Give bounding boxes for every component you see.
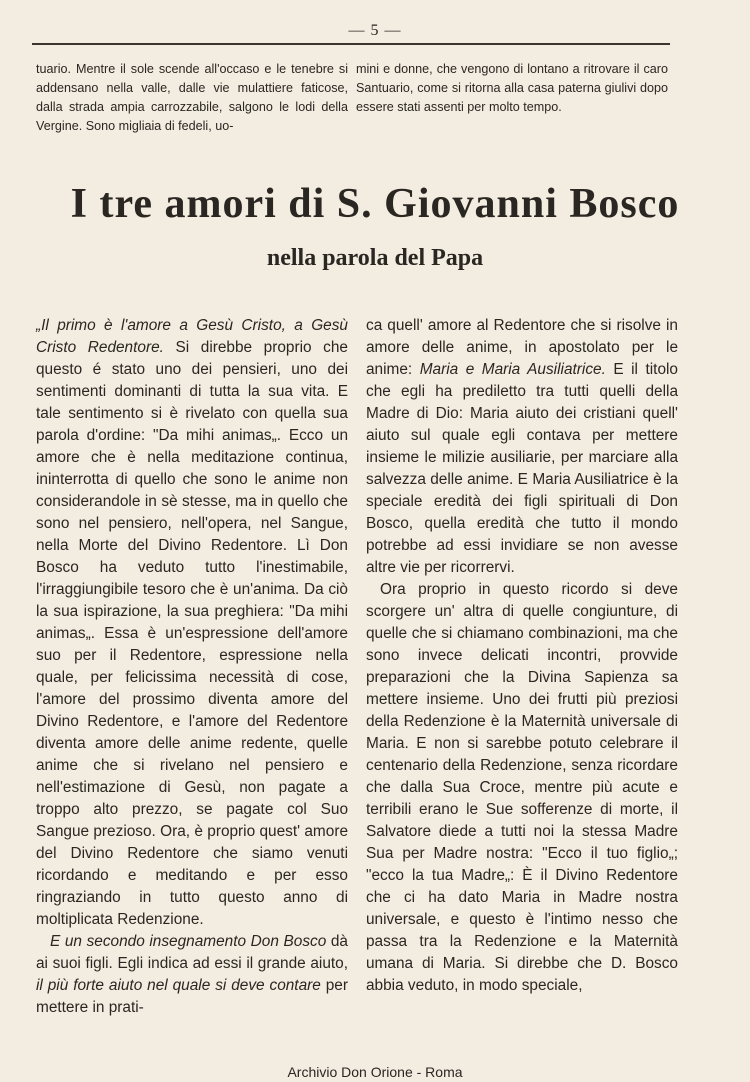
body-text: ca quell' amore al Redentore che si risolve in amore delle anime, in apostolato per le anime: (366, 317, 678, 378)
intro-left-column: tuario. Mentre il sole scende all'occaso e le tenebre si addensano nella valle, dalle vie mulattiere faticose, dalla strada ampia carrozzabile, salgono le lodi della Vergine. Sono migliaia di fedeli, uo- (36, 62, 348, 133)
archive-footer: Archivio Don Orione - Roma (287, 1064, 463, 1080)
article-body (36, 315, 678, 1019)
italic-text: il più forte aiuto nel quale si deve contare (36, 977, 321, 994)
body-text: dà ai suoi figli. Egli indica ad essi il grande aiuto, (36, 933, 348, 972)
body-column-left (36, 315, 348, 1019)
article-subtitle: nella parola del Papa (266, 245, 484, 271)
body-text: per mettere in prati- (36, 977, 348, 1016)
body-text: Si direbbe proprio che questo é stato uno dei pensieri, uno dei sentimenti dominanti di tutta la sua vita. E tale sentimento si è rivelato con quella sua parola d'ordine: "Da mihi animas„. Ecco un amore che è nella meditazione continua, ininterrotta di quello che sono le anime non considerandole in sè stesse, ma in quello che sono nel pensiero, nell'opera, nel Sangue, nella Morte del Divino Redentore. Lì Don Bosco ha veduto tutto l'inestimabile, l'irraggiungibile tesoro che è un'anima. Da ciò la sua ispirazione, la sua preghiera: "Da mihi animas„. Essa è un'espressione dell'amore suo per il Redentore, espressione nella quale, per felicissima necessità di cose, l'amore del prossimo diventa amore del Divino Redentore, e l'amore del Redentore diventa amore delle anime redente, quelle anime che si rivelano nel pensiero e nell'estimazione di Gesù, non pagate a troppo alto prezzo, se pagate col Suo Sangue prezioso. Ora, è proprio quest' amore del Divino Redentore che siamo venuti ricordando e meditando e per esso ringraziando in tutto questo anno di moltiplicata Redenzione. (36, 339, 348, 928)
article-title: I tre amori di S. Giovanni Bosco (70, 181, 680, 227)
body-text: E il titolo che egli ha prediletto tra tutti quelli della Madre di Dio: Maria aiuto dei cristiani quell' aiuto sul quale egli contava per mettere insieme le milizie ausiliarie, per marciare alla salvezza delle anime. E Maria Ausiliatrice è la speciale eredità dei figli spirituali di Don Bosco, quella eredità che tutto il mondo potrebbe ad essi invidiare se non avesse altre vie per ricorrervi. (366, 361, 678, 576)
page-number: — 5 — (348, 22, 402, 39)
paragraph (36, 315, 348, 931)
paragraph (366, 315, 678, 579)
paragraph: Ora proprio in questo ricordo si deve scorgere un' altra di quelle congiunture, di quelle che si chiamano combinazioni, ma che sono invece delicati incontri, provvide preparazioni che la Divina Sapienza sa mettere insieme. Uno dei frutti più preziosi della Redenzione è la Maternità universale di Maria. E non si sarebbe potuto celebrare il centenario della Redenzione, senza ricordare che dalla Sua Croce, mentre più acute e terribili erano le Sue sofferenze di morte, il Salvatore diede a tutti noi la stessa Madre Sua per Madre nostra: "Ecco il tuo figlio„; "ecco la tua Madre„: È il Divino Redentore che ci ha dato Maria in Madre nostra universale, e questo è l'intimo nesso che passa tra la Redenzione e la Maternità umana di Maria. Si direbbe che D. Bosco abbia veduto, in modo speciale, (366, 581, 678, 994)
italic-text: „Il primo è l'amore a Gesù Cristo, a Gesù Cristo Redentore. (36, 317, 348, 356)
paragraph (36, 931, 348, 1019)
italic-text: Maria e Maria Ausiliatrice. (419, 361, 606, 378)
italic-text: E un secondo insegnamento Don Bosco (50, 933, 327, 950)
intro-text (36, 60, 668, 136)
intro-right-column: mini e donne, che vengono di lontano a ritrovare il caro Santuario, come si ritorna alla casa paterna giulivi dopo essere stati assenti per molto tempo. (356, 62, 668, 114)
body-column-right (366, 315, 678, 1019)
header-rule (32, 43, 670, 45)
